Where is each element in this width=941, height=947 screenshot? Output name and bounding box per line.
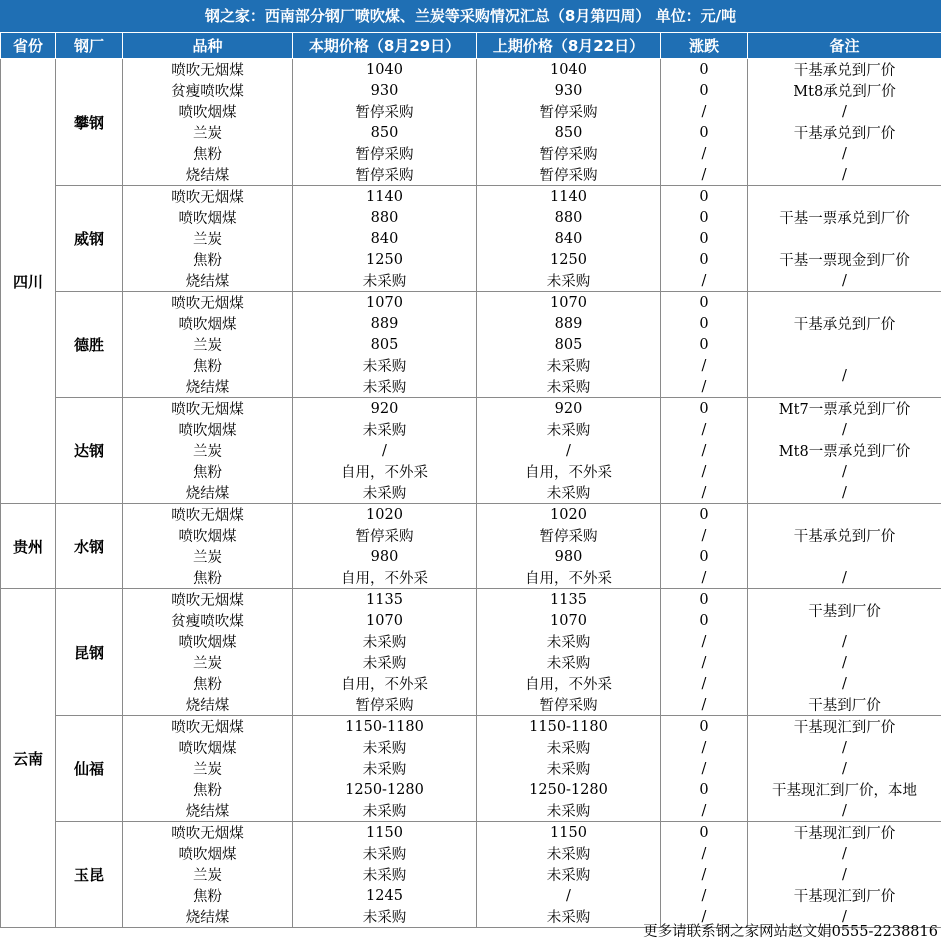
- change-cell: /: [661, 525, 748, 546]
- product-cell: 焦粉: [123, 461, 293, 482]
- current-price-cell: 未采购: [293, 376, 477, 398]
- current-price-cell: 未采购: [293, 737, 477, 758]
- previous-price-cell: 880: [477, 207, 661, 228]
- previous-price-cell: 1135: [477, 589, 661, 611]
- note-cell: /: [748, 906, 941, 928]
- change-cell: 0: [661, 504, 748, 526]
- table-row: [1, 673, 941, 694]
- table-row: [1, 80, 941, 101]
- current-price-cell: 未采购: [293, 482, 477, 504]
- current-price-cell: 1135: [293, 589, 477, 611]
- product-cell: 喷吹烟煤: [123, 313, 293, 334]
- table-row: [1, 504, 941, 526]
- previous-price-cell: 暂停采购: [477, 143, 661, 164]
- current-price-cell: 未采购: [293, 419, 477, 440]
- price-table: [0, 32, 941, 928]
- table-row: [1, 694, 941, 716]
- product-cell: 喷吹无烟煤: [123, 398, 293, 420]
- change-cell: 0: [661, 334, 748, 355]
- note-cell: /: [748, 567, 941, 589]
- previous-price-cell: 1040: [477, 59, 661, 81]
- header-row: [1, 33, 941, 59]
- table-row: [1, 482, 941, 504]
- product-cell: 喷吹烟煤: [123, 419, 293, 440]
- current-price-cell: 1250: [293, 249, 477, 270]
- header-province: 省份: [1, 33, 56, 59]
- previous-price-cell: 暂停采购: [477, 694, 661, 716]
- table-row: [1, 59, 941, 81]
- note-cell: /: [748, 758, 941, 779]
- previous-price-cell: 1150: [477, 822, 661, 844]
- current-price-cell: 880: [293, 207, 477, 228]
- current-price-cell: 暂停采购: [293, 525, 477, 546]
- province-cell: 贵州: [1, 504, 56, 589]
- change-cell: 0: [661, 186, 748, 208]
- header-previous-price: 上期价格（8月22日）: [477, 33, 661, 59]
- previous-price-cell: 未采购: [477, 482, 661, 504]
- table-row: [1, 885, 941, 906]
- current-price-cell: 1020: [293, 504, 477, 526]
- change-cell: /: [661, 143, 748, 164]
- product-cell: 兰炭: [123, 228, 293, 249]
- table-body: [1, 59, 941, 928]
- change-cell: /: [661, 800, 748, 822]
- product-cell: 焦粉: [123, 249, 293, 270]
- table-row: [1, 164, 941, 186]
- current-price-cell: 自用，不外采: [293, 673, 477, 694]
- current-price-cell: 未采购: [293, 758, 477, 779]
- product-cell: 烧结煤: [123, 482, 293, 504]
- current-price-cell: 暂停采购: [293, 694, 477, 716]
- plant-cell: 玉昆: [56, 822, 123, 928]
- header-note: 备注: [748, 33, 941, 59]
- note-cell: /: [748, 419, 941, 440]
- product-cell: 喷吹烟煤: [123, 631, 293, 652]
- note-cell: 干基承兑到厂价: [748, 292, 941, 356]
- table-row: [1, 843, 941, 864]
- current-price-cell: 920: [293, 398, 477, 420]
- current-price-cell: 1150-1180: [293, 716, 477, 738]
- table-row: [1, 440, 941, 461]
- current-price-cell: 1250-1280: [293, 779, 477, 800]
- note-cell: /: [748, 631, 941, 652]
- change-cell: /: [661, 906, 748, 928]
- previous-price-cell: 1020: [477, 504, 661, 526]
- previous-price-cell: 1070: [477, 292, 661, 314]
- current-price-cell: 未采购: [293, 355, 477, 376]
- previous-price-cell: 1250: [477, 249, 661, 270]
- product-cell: 喷吹烟煤: [123, 525, 293, 546]
- change-cell: /: [661, 652, 748, 673]
- product-cell: 烧结煤: [123, 164, 293, 186]
- change-cell: /: [661, 440, 748, 461]
- change-cell: 0: [661, 122, 748, 143]
- product-cell: 贫瘦喷吹煤: [123, 80, 293, 101]
- current-price-cell: 1070: [293, 292, 477, 314]
- change-cell: /: [661, 673, 748, 694]
- note-cell: 干基现汇到厂价，本地: [748, 779, 941, 800]
- change-cell: 0: [661, 292, 748, 314]
- previous-price-cell: 未采购: [477, 864, 661, 885]
- change-cell: /: [661, 482, 748, 504]
- previous-price-cell: 980: [477, 546, 661, 567]
- table-row: [1, 800, 941, 822]
- change-cell: /: [661, 758, 748, 779]
- change-cell: 0: [661, 207, 748, 228]
- change-cell: 0: [661, 249, 748, 270]
- table-row: [1, 864, 941, 885]
- current-price-cell: 未采购: [293, 843, 477, 864]
- change-cell: /: [661, 164, 748, 186]
- previous-price-cell: 1070: [477, 610, 661, 631]
- product-cell: 焦粉: [123, 567, 293, 589]
- current-price-cell: 自用，不外采: [293, 461, 477, 482]
- previous-price-cell: 自用，不外采: [477, 673, 661, 694]
- previous-price-cell: 1250-1280: [477, 779, 661, 800]
- note-cell: /: [748, 843, 941, 864]
- previous-price-cell: 未采购: [477, 270, 661, 292]
- previous-price-cell: 未采购: [477, 652, 661, 673]
- previous-price-cell: 未采购: [477, 758, 661, 779]
- product-cell: 烧结煤: [123, 694, 293, 716]
- previous-price-cell: 暂停采购: [477, 164, 661, 186]
- previous-price-cell: 805: [477, 334, 661, 355]
- change-cell: /: [661, 461, 748, 482]
- previous-price-cell: /: [477, 885, 661, 906]
- footer-contact: 更多请联系钢之家网站赵文娟0555-2238816: [643, 924, 938, 940]
- note-cell: 干基承兑到厂价: [748, 59, 941, 81]
- product-cell: 焦粉: [123, 779, 293, 800]
- product-cell: 贫瘦喷吹煤: [123, 610, 293, 631]
- header-current-price: 本期价格（8月29日）: [293, 33, 477, 59]
- table-row: [1, 822, 941, 844]
- change-cell: /: [661, 737, 748, 758]
- previous-price-cell: 未采购: [477, 376, 661, 398]
- table-row: [1, 461, 941, 482]
- product-cell: 兰炭: [123, 546, 293, 567]
- current-price-cell: 自用，不外采: [293, 567, 477, 589]
- current-price-cell: 805: [293, 334, 477, 355]
- table-row: [1, 270, 941, 292]
- province-cell: 云南: [1, 589, 56, 928]
- previous-price-cell: 未采购: [477, 800, 661, 822]
- change-cell: /: [661, 694, 748, 716]
- note-cell: Mt8一票承兑到厂价: [748, 440, 941, 461]
- previous-price-cell: 自用，不外采: [477, 567, 661, 589]
- current-price-cell: 1040: [293, 59, 477, 81]
- change-cell: /: [661, 270, 748, 292]
- current-price-cell: 暂停采购: [293, 101, 477, 122]
- table-row: [1, 186, 941, 208]
- change-cell: /: [661, 885, 748, 906]
- product-cell: 兰炭: [123, 122, 293, 143]
- note-cell: 干基一票现金到厂价: [748, 249, 941, 270]
- note-cell: 干基现汇到厂价: [748, 885, 941, 906]
- table-row: [1, 758, 941, 779]
- note-cell: 干基到厂价: [748, 694, 941, 716]
- current-price-cell: 未采购: [293, 631, 477, 652]
- product-cell: 兰炭: [123, 652, 293, 673]
- product-cell: 兰炭: [123, 864, 293, 885]
- previous-price-cell: 暂停采购: [477, 525, 661, 546]
- change-cell: 0: [661, 80, 748, 101]
- product-cell: 焦粉: [123, 673, 293, 694]
- current-price-cell: 930: [293, 80, 477, 101]
- previous-price-cell: 自用，不外采: [477, 461, 661, 482]
- change-cell: 0: [661, 398, 748, 420]
- plant-cell: 昆钢: [56, 589, 123, 716]
- change-cell: /: [661, 101, 748, 122]
- note-cell: 干基一票承兑到厂价: [748, 186, 941, 250]
- previous-price-cell: 1150-1180: [477, 716, 661, 738]
- current-price-cell: /: [293, 440, 477, 461]
- previous-price-cell: 未采购: [477, 631, 661, 652]
- product-cell: 喷吹无烟煤: [123, 504, 293, 526]
- product-cell: 喷吹烟煤: [123, 737, 293, 758]
- product-cell: 兰炭: [123, 334, 293, 355]
- note-cell: 干基现汇到厂价: [748, 822, 941, 844]
- change-cell: /: [661, 567, 748, 589]
- product-cell: 喷吹无烟煤: [123, 292, 293, 314]
- table-title: 钢之家：西南部分钢厂喷吹煤、兰炭等采购情况汇总（8月第四周） 单位：元/吨: [0, 0, 941, 32]
- change-cell: /: [661, 355, 748, 376]
- table-row: [1, 101, 941, 122]
- table-row: [1, 355, 941, 376]
- table-row: [1, 249, 941, 270]
- previous-price-cell: 850: [477, 122, 661, 143]
- product-cell: 喷吹无烟煤: [123, 59, 293, 81]
- previous-price-cell: 1140: [477, 186, 661, 208]
- current-price-cell: 未采购: [293, 800, 477, 822]
- current-price-cell: 840: [293, 228, 477, 249]
- table-row: [1, 419, 941, 440]
- current-price-cell: 980: [293, 546, 477, 567]
- change-cell: /: [661, 864, 748, 885]
- note-cell: Mt8承兑到厂价: [748, 80, 941, 101]
- previous-price-cell: 889: [477, 313, 661, 334]
- product-cell: 烧结煤: [123, 800, 293, 822]
- previous-price-cell: 930: [477, 80, 661, 101]
- product-cell: 喷吹无烟煤: [123, 589, 293, 611]
- product-cell: 喷吹烟煤: [123, 101, 293, 122]
- change-cell: /: [661, 631, 748, 652]
- previous-price-cell: 暂停采购: [477, 101, 661, 122]
- note-cell: 干基承兑到厂价: [748, 504, 941, 568]
- change-cell: /: [661, 843, 748, 864]
- table-row: [1, 652, 941, 673]
- current-price-cell: 850: [293, 122, 477, 143]
- table-row: [1, 292, 941, 314]
- change-cell: 0: [661, 546, 748, 567]
- table-row: [1, 567, 941, 589]
- header-plant: 钢厂: [56, 33, 123, 59]
- previous-price-cell: 未采购: [477, 737, 661, 758]
- product-cell: 喷吹烟煤: [123, 843, 293, 864]
- table-row: [1, 398, 941, 420]
- plant-cell: 威钢: [56, 186, 123, 292]
- note-cell: /: [748, 164, 941, 186]
- note-cell: /: [748, 673, 941, 694]
- table-row: [1, 779, 941, 800]
- note-cell: /: [748, 482, 941, 504]
- product-cell: 烧结煤: [123, 906, 293, 928]
- change-cell: 0: [661, 589, 748, 611]
- previous-price-cell: 未采购: [477, 843, 661, 864]
- product-cell: 兰炭: [123, 758, 293, 779]
- note-cell: /: [748, 800, 941, 822]
- note-cell: /: [748, 143, 941, 164]
- change-cell: 0: [661, 610, 748, 631]
- product-cell: 焦粉: [123, 885, 293, 906]
- note-cell: /: [748, 101, 941, 122]
- previous-price-cell: 840: [477, 228, 661, 249]
- change-cell: /: [661, 419, 748, 440]
- table-row: [1, 631, 941, 652]
- product-cell: 兰炭: [123, 440, 293, 461]
- previous-price-cell: 920: [477, 398, 661, 420]
- plant-cell: 攀钢: [56, 59, 123, 186]
- product-cell: 烧结煤: [123, 376, 293, 398]
- previous-price-cell: 未采购: [477, 355, 661, 376]
- plant-cell: 水钢: [56, 504, 123, 589]
- current-price-cell: 未采购: [293, 652, 477, 673]
- change-cell: 0: [661, 59, 748, 81]
- note-cell: /: [748, 652, 941, 673]
- change-cell: /: [661, 376, 748, 398]
- current-price-cell: 1150: [293, 822, 477, 844]
- note-cell: Mt7一票承兑到厂价: [748, 398, 941, 420]
- table-row: [1, 737, 941, 758]
- note-cell: /: [748, 737, 941, 758]
- note-cell: 干基到厂价: [748, 589, 941, 632]
- header-product: 品种: [123, 33, 293, 59]
- previous-price-cell: /: [477, 440, 661, 461]
- note-cell: /: [748, 355, 941, 398]
- table-row: [1, 143, 941, 164]
- product-cell: 焦粉: [123, 143, 293, 164]
- table-row: [1, 122, 941, 143]
- product-cell: 焦粉: [123, 355, 293, 376]
- note-cell: /: [748, 461, 941, 482]
- previous-price-cell: 未采购: [477, 906, 661, 928]
- current-price-cell: 暂停采购: [293, 143, 477, 164]
- product-cell: 喷吹烟煤: [123, 207, 293, 228]
- header-change: 涨跌: [661, 33, 748, 59]
- change-cell: 0: [661, 313, 748, 334]
- current-price-cell: 未采购: [293, 270, 477, 292]
- change-cell: 0: [661, 779, 748, 800]
- change-cell: 0: [661, 716, 748, 738]
- change-cell: 0: [661, 822, 748, 844]
- plant-cell: 德胜: [56, 292, 123, 398]
- table-row: [1, 716, 941, 738]
- previous-price-cell: 未采购: [477, 419, 661, 440]
- current-price-cell: 1070: [293, 610, 477, 631]
- note-cell: 干基现汇到厂价: [748, 716, 941, 738]
- current-price-cell: 1140: [293, 186, 477, 208]
- product-cell: 烧结煤: [123, 270, 293, 292]
- note-cell: 干基承兑到厂价: [748, 122, 941, 143]
- note-cell: /: [748, 270, 941, 292]
- change-cell: 0: [661, 228, 748, 249]
- current-price-cell: 未采购: [293, 864, 477, 885]
- province-cell: 四川: [1, 59, 56, 504]
- current-price-cell: 暂停采购: [293, 164, 477, 186]
- plant-cell: 达钢: [56, 398, 123, 504]
- plant-cell: 仙福: [56, 716, 123, 822]
- product-cell: 喷吹无烟煤: [123, 822, 293, 844]
- current-price-cell: 1245: [293, 885, 477, 906]
- product-cell: 喷吹无烟煤: [123, 716, 293, 738]
- note-cell: /: [748, 864, 941, 885]
- current-price-cell: 未采购: [293, 906, 477, 928]
- current-price-cell: 889: [293, 313, 477, 334]
- table-row: [1, 589, 941, 611]
- product-cell: 喷吹无烟煤: [123, 186, 293, 208]
